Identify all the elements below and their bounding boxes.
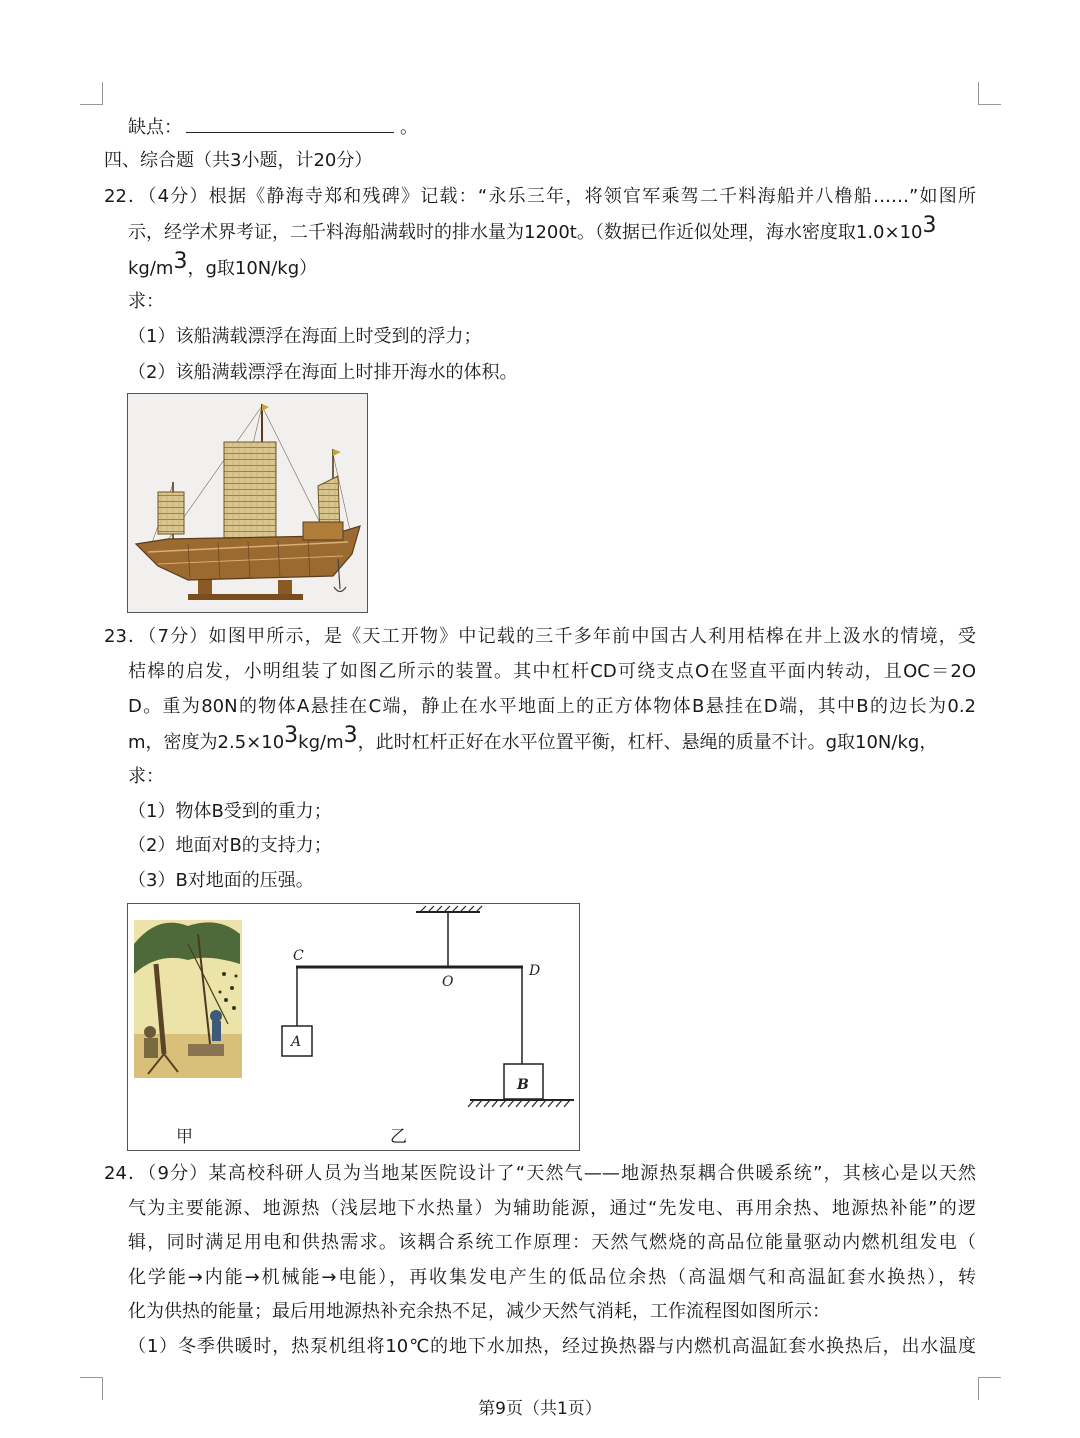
q22-ask: 求： bbox=[128, 291, 164, 312]
answer-blank bbox=[186, 114, 394, 133]
q24-line-3: 辑，同时满足用电和供热需求。该耦合系统工作原理：天然气燃烧的高品位能量驱动内燃机组发电（ bbox=[128, 1232, 976, 1253]
q22-unit: kg/m bbox=[128, 258, 174, 279]
lever-diagram bbox=[128, 904, 579, 1150]
label-b: B bbox=[517, 1077, 529, 1093]
q24-line-1: 24．（9分）某高校科研人员为当地某医院设计了“天然气——地源热泵耦合供暖系统”，其核心是以天然 bbox=[104, 1163, 976, 1184]
defect-label: 缺点： bbox=[128, 117, 182, 138]
q23-density-unit: kg/m bbox=[298, 732, 344, 753]
q24-part-1: （1）冬季供暖时，热泵机组将10℃的地下水加热，经过换热器与内燃机高温缸套水换热后，出水温度 bbox=[128, 1336, 976, 1357]
q22-line-2-text: 示，经学术界考证，二千料海船满载时的排水量为1200t。（数据已作近似处理，海水密度取1.0×10 bbox=[128, 222, 923, 243]
q22-line-3 bbox=[128, 249, 318, 281]
well-sweep-illustration bbox=[134, 920, 242, 1078]
lever-figure bbox=[127, 903, 580, 1151]
q23-density-sup: 3 bbox=[284, 723, 299, 748]
q22-part-2: （2）该船满载漂浮在海面上时排开海水的体积。 bbox=[128, 362, 518, 383]
q24-line-2: 气为主要能源、地源热（浅层地下水热量）为辅助能源，通过“先发电、再用余热、地源热补能”的逻 bbox=[128, 1198, 976, 1219]
section-heading: 四、综合题（共3小题，计20分） bbox=[104, 150, 373, 171]
q23-ask: 求： bbox=[128, 766, 164, 787]
label-yi: 乙 bbox=[390, 1127, 407, 1147]
crop-mark-top-left bbox=[80, 82, 103, 105]
q22-line-2 bbox=[128, 213, 937, 245]
q23-density: m，密度为2.5×10 bbox=[128, 732, 285, 753]
q23-line-1: 23．（7分）如图甲所示，是《天工开物》中记载的三千多年前中国古人利用桔槔在井上汲水的情境，受 bbox=[104, 626, 976, 647]
q23-line-4 bbox=[128, 723, 938, 755]
q23-line-3: D。重为80N的物体A悬挂在C端，静止在水平地面上的正方体物体B悬挂在D端，其中B的边长为0.2 bbox=[128, 696, 976, 717]
label-d: D bbox=[529, 963, 541, 979]
label-o: O bbox=[442, 974, 454, 990]
q24-line-4: 化学能→内能→机械能→电能），再收集发电产生的低品位余热（高温烟气和高温缸套水换热），转 bbox=[128, 1267, 976, 1288]
page-footer: 第9页（共1页） bbox=[478, 1399, 602, 1419]
q23-part-3: （3）B对地面的压强。 bbox=[128, 870, 314, 891]
ship-figure bbox=[127, 393, 368, 613]
q23-line-2: 桔槔的启发，小明组装了如图乙所示的装置。其中杠杆CD可绕支点O在竖直平面内转动，且OC＝2O bbox=[128, 661, 976, 682]
q23-density-unit-sup: 3 bbox=[343, 723, 358, 748]
q22-line-3-rest: ，g取10N/kg） bbox=[187, 258, 318, 279]
defect-line bbox=[128, 114, 418, 140]
q23-line-4-rest: ，此时杠杆正好在水平位置平衡，杠杆、悬绳的质量不计。g取10N/kg， bbox=[357, 732, 938, 753]
q22-part-1: （1）该船满载漂浮在海面上时受到的浮力； bbox=[128, 326, 482, 347]
q23-part-2: （2）地面对B的支持力； bbox=[128, 835, 332, 856]
crop-mark-top-right bbox=[978, 82, 1001, 105]
defect-end: 。 bbox=[400, 117, 418, 138]
q22-unit-sup: 3 bbox=[173, 249, 188, 274]
q24-line-5: 化为供热的能量；最后用地源热补充余热不足，减少天然气消耗，工作流程图如图所示： bbox=[128, 1301, 830, 1322]
label-a: A bbox=[291, 1034, 302, 1050]
q23-part-1: （1）物体B受到的重力； bbox=[128, 801, 332, 822]
label-jia: 甲 bbox=[176, 1127, 193, 1147]
ship-illustration bbox=[128, 394, 367, 612]
q22-line-2-sup: 3 bbox=[922, 213, 937, 238]
label-c: C bbox=[293, 948, 304, 964]
q22-line-1: 22．（4分）根据《静海寺郑和残碑》记载：“永乐三年，将领官军乘驾二千料海船并八橹船……”如图所 bbox=[104, 186, 976, 207]
